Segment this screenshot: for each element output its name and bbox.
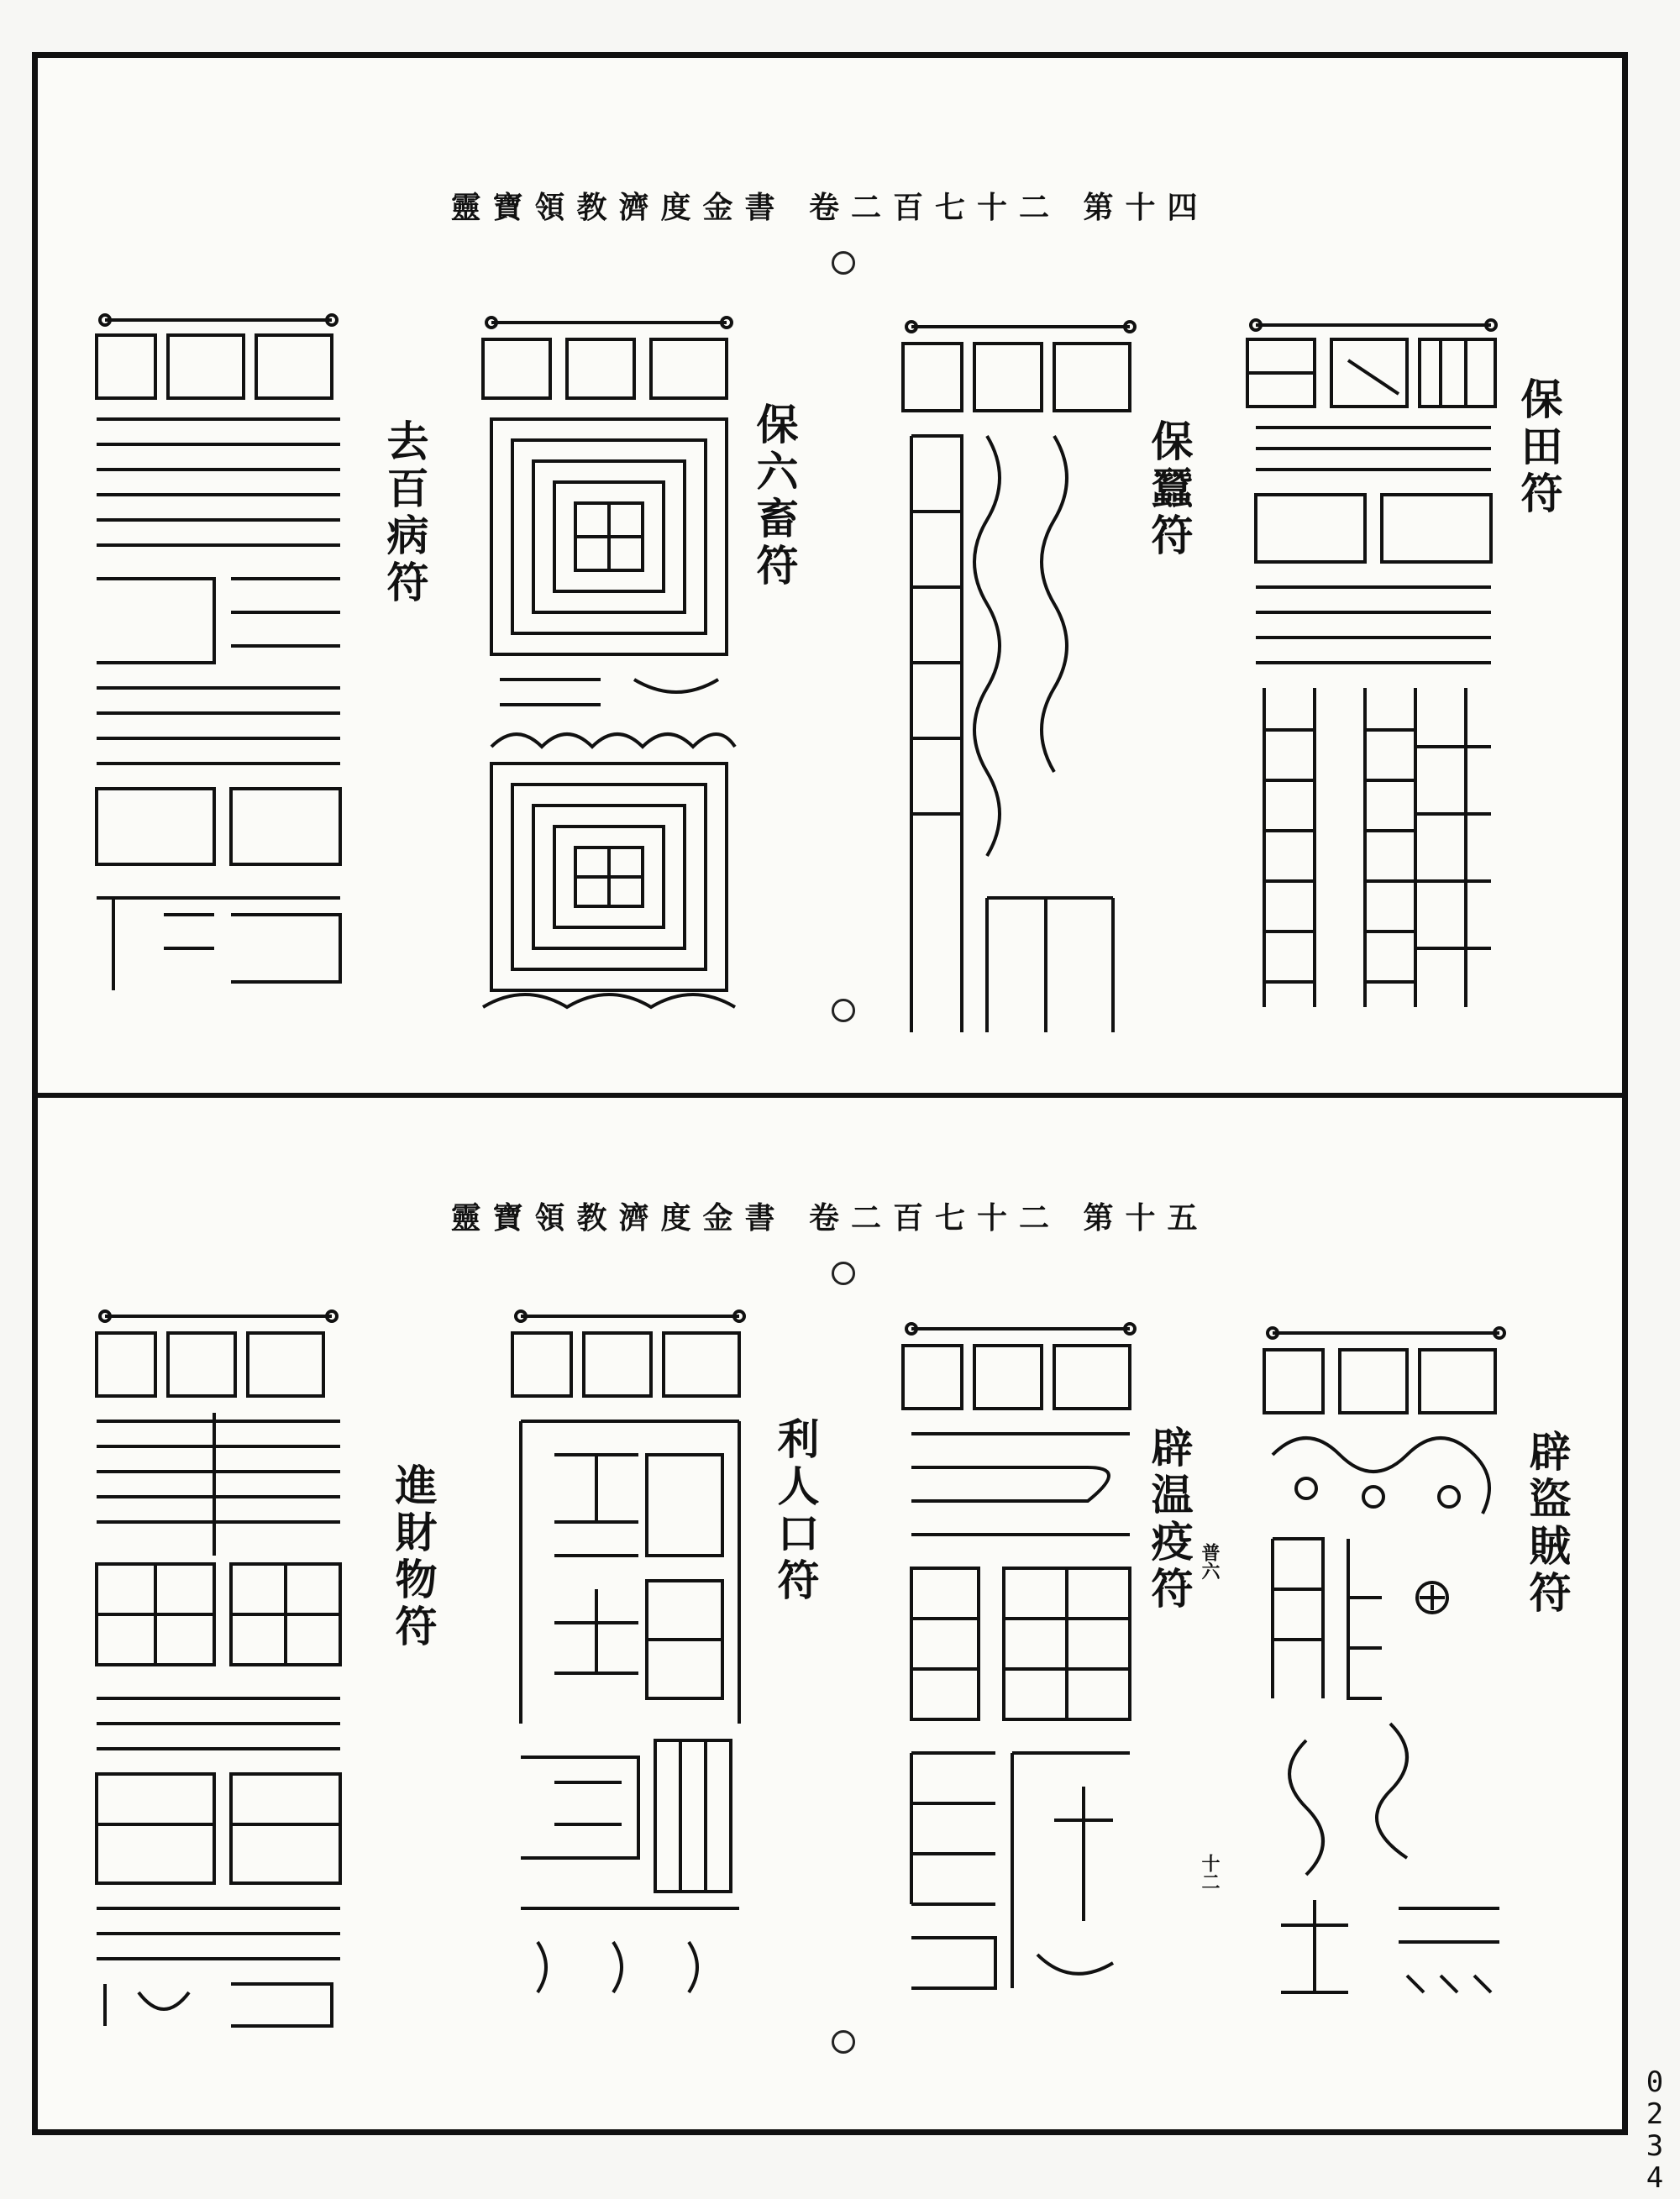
talisman-title: 辟盜賊符 [1522,1430,1572,1618]
talisman-title: 保蠶符 [1144,419,1194,560]
talisman-title: 保田符 [1514,377,1564,518]
annotation-note: 十二 [1199,1854,1221,1891]
talisman-glyph [895,1316,1147,2022]
binding-hole-mark [832,251,855,275]
talisman-glyph [475,310,743,1032]
talisman-title: 進財物符 [388,1463,438,1651]
talisman-title: 辟温疫符 [1144,1425,1194,1614]
talisman-title: 利人口符 [770,1417,821,1605]
running-header: 靈寶領教濟度金書 卷二百七十二 第十四 [450,190,1210,225]
binding-hole-mark [832,999,855,1022]
binding-hole-mark [832,1262,855,1285]
running-header: 靈寶領教濟度金書 卷二百七十二 第十五 [450,1200,1210,1236]
talisman-glyph [504,1304,756,2009]
talisman-glyph [1239,310,1516,1032]
lower-page [38,1098,1622,2130]
talisman-title: 去百病符 [380,419,430,607]
page-frame [32,52,1628,2135]
page-number: 0234 [1646,2065,1664,2195]
upper-page [38,58,1622,1098]
talisman-title: 保六畜符 [749,402,800,590]
talisman-glyph [88,1304,349,2034]
talisman-glyph [1256,1320,1516,2026]
binding-hole-mark [832,2030,855,2054]
talisman-glyph [88,310,365,999]
talisman-glyph [895,310,1147,1032]
annotation-note: 普六 [1199,1543,1221,1580]
